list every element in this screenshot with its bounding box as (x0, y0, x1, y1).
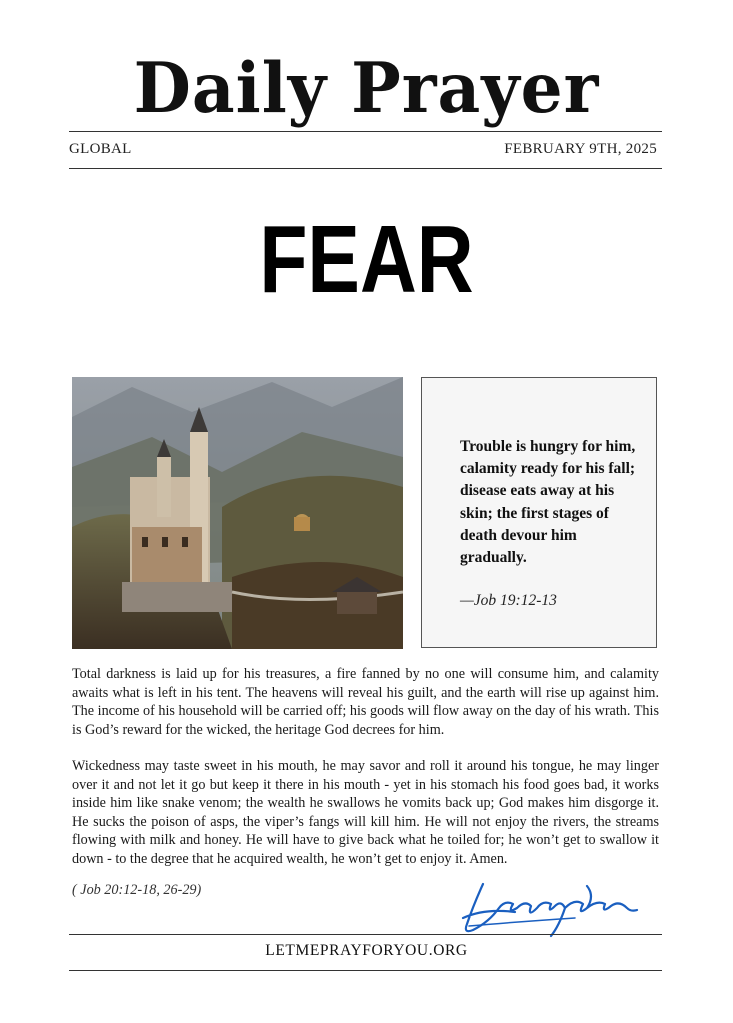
quote-text: Trouble is hungry for him, calamity ready for his fall; disease eats away at his skin; the first stages of death devour him gradually. (460, 438, 636, 567)
footer-url[interactable]: LETMEPRAYFORYOU.ORG (265, 942, 468, 959)
header-rule-top (69, 131, 662, 132)
header-rule-bottom (69, 168, 662, 169)
masthead-title: Daily Prayer (133, 47, 600, 129)
headline: FEAR (259, 206, 474, 313)
castle-photo (72, 377, 403, 649)
quote-reference: —Job 19:12-13 (460, 592, 557, 609)
body-paragraph-1: Total darkness is laid up for his treasures, a fire fanned by no one will consume him, and calamity awaits what is left in his tent. The heavens will reveal his guilt, and the earth will rise up against him. The income of his household will be carried off; his goods will flow away on the day of his wrath. This is God’s reward for the wicked, the heritage God decrees for him. (72, 666, 659, 738)
quote-box (421, 377, 657, 648)
footer-rule-bottom (69, 970, 662, 971)
scripture-citation: ( Job 20:12-18, 26-29) (72, 882, 202, 898)
header-region: GLOBAL (69, 141, 132, 157)
body-paragraph-2: Wickedness may taste sweet in his mouth, he may savor and roll it around his tongue, he may linger over it and not let it go but keep it there in his mouth - yet in his stomach his food goes bad, it works inside him like snake venom; the wealth he swallows he vomits back up; God makes him disgorge it. He sucks the poison of asps, the viper’s fangs will kill him. He will not enjoy the rivers, the streams flowing with milk and honey. He will have to give back what he toiled for; he won’t get to swallow it down - to the degree that he acquired wealth, he won’t get to enjoy it. Amen. (72, 758, 659, 867)
header-date: FEBRUARY 9TH, 2025 (504, 141, 657, 157)
footer-rule-top (69, 934, 662, 935)
